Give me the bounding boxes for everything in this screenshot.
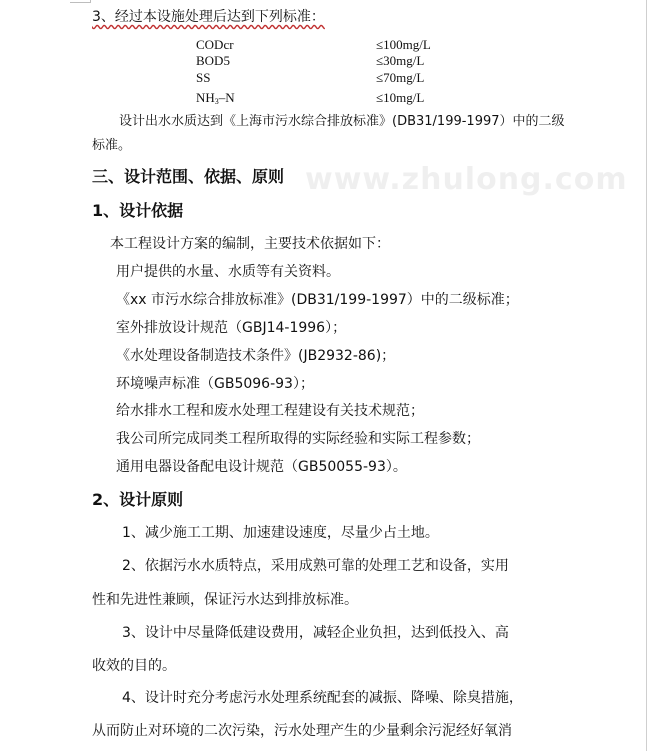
margin-corner-mark xyxy=(90,0,91,3)
principle-4-line-2: 从而防止对环境的二次污染，污水处理产生的少量剩余污泥经好氧消 xyxy=(92,723,512,739)
principle-4-line-1: 4、设计时充分考虑污水处理系统配套的减振、降噪、除臭措施， xyxy=(122,690,523,706)
design-basis-intro: 本工程设计方案的编制，主要技术依据如下： xyxy=(110,236,390,252)
standard-name xyxy=(196,90,235,110)
standard-name: BOD5 xyxy=(196,53,230,68)
standard-limit: ≤30mg/L xyxy=(376,53,425,68)
standard-name-main: NH xyxy=(196,90,215,105)
item-3-text xyxy=(92,8,325,26)
item-3-label: 3、经过本设施处理后达到下列标准： xyxy=(92,9,325,25)
standard-name: CODcr xyxy=(196,37,234,52)
standard-name: SS xyxy=(196,70,211,85)
standard-limit: ≤70mg/L xyxy=(376,70,425,85)
basis-item: 给水排水工程和废水处理工程建设有关技术规范； xyxy=(116,403,424,419)
basis-item: 通用电器设备配电设计规范（GB50055-93）。 xyxy=(116,459,407,475)
margin-corner-mark xyxy=(70,2,90,3)
design-quality-line-1: 设计出水水质达到《上海市污水综合排放标准》(DB31/199-1997）中的二级 xyxy=(119,114,565,129)
standard-name-subscript: 3 xyxy=(214,97,219,106)
standard-name-tail: –N xyxy=(218,90,235,105)
basis-item: 用户提供的水量、水质等有关资料。 xyxy=(116,264,340,280)
design-principle-heading: 2、设计原则 xyxy=(92,490,184,509)
basis-item: 环境噪声标准（GB5096-93）； xyxy=(116,376,314,392)
basis-item: 我公司所完成同类工程所取得的实际经验和实际工程参数； xyxy=(116,431,480,447)
principle-2-line-1: 2、依据污水水质特点，采用成熟可靠的处理工艺和设备，实用 xyxy=(122,558,509,574)
principle-1: 1、减少施工工期、加速建设速度，尽量少占土地。 xyxy=(122,525,439,541)
watermark-text: www.zhulong.com xyxy=(305,162,628,197)
standard-limit: ≤10mg/L xyxy=(376,90,425,105)
section-3-heading: 三、设计范围、依据、原则 xyxy=(92,167,285,186)
design-quality-line-2: 标准。 xyxy=(92,138,132,153)
basis-item: 《水处理设备制造技术条件》(JB2932-86)； xyxy=(116,348,396,364)
basis-item: 室外排放设计规范（GBJ14-1996）； xyxy=(116,320,347,336)
principle-2-line-2: 性和先进性兼顾，保证污水达到排放标准。 xyxy=(92,592,358,608)
page-right-margin-line xyxy=(646,0,647,751)
principle-3-line-1: 3、设计中尽量降低建设费用，减轻企业负担，达到低投入、高 xyxy=(122,625,509,641)
principle-3-line-2: 收效的目的。 xyxy=(92,658,176,674)
design-basis-heading: 1、设计依据 xyxy=(92,201,184,220)
basis-item: 《xx 市污水综合排放标准》(DB31/199-1997）中的二级标准； xyxy=(116,292,519,308)
standard-limit: ≤100mg/L xyxy=(376,37,431,52)
